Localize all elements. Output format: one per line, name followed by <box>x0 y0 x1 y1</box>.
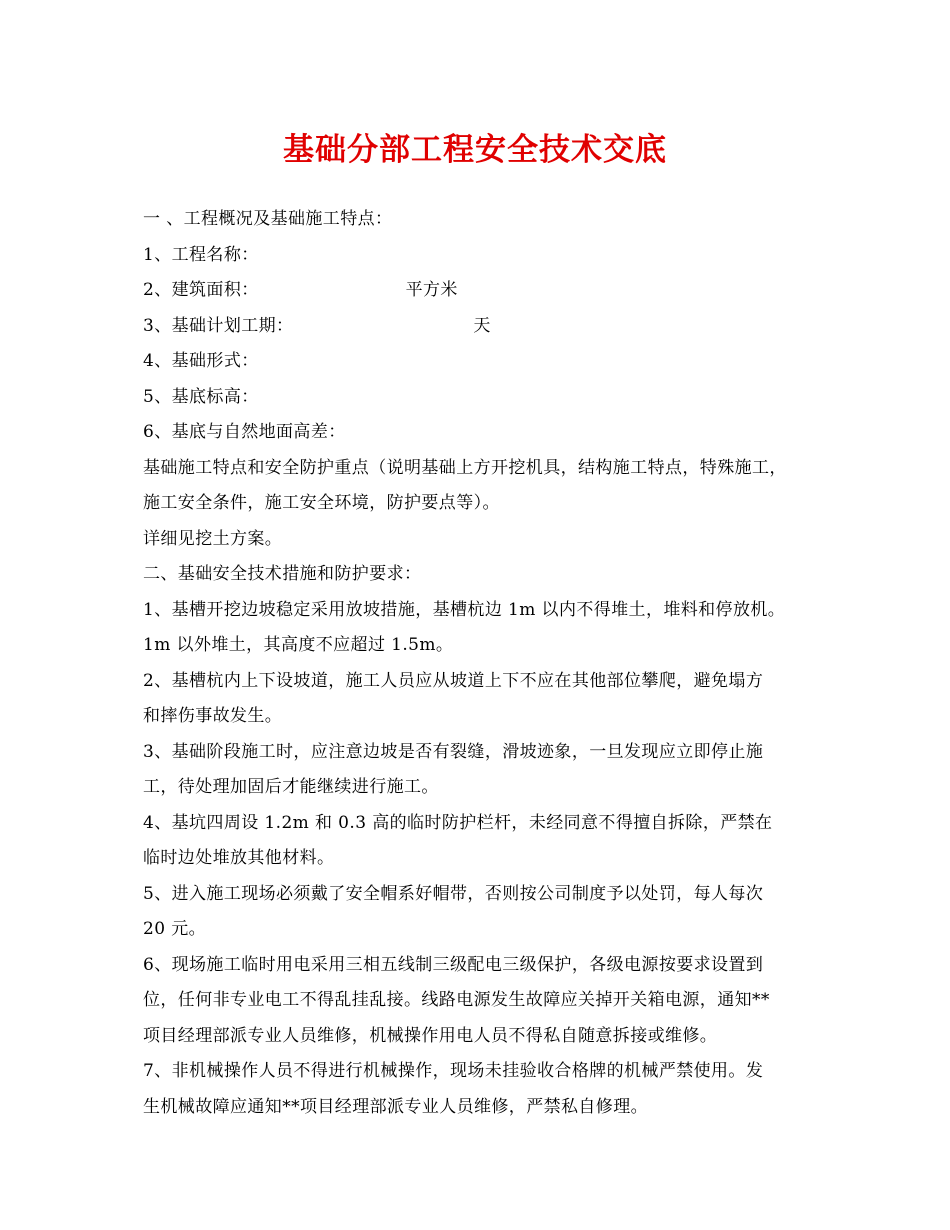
field-planned-period-label: 3、基础计划工期： <box>143 315 294 336</box>
field-base-elevation: 5、基底标高： <box>143 386 259 407</box>
document-body <box>143 202 833 1125</box>
rule-line: 临时边处堆放其他材料。 <box>143 848 335 868</box>
document-title: 基础分部工程安全技术交底 <box>283 132 667 168</box>
field-building-area-label: 2、建筑面积： <box>143 280 259 300</box>
rule-line: 生机械故障应通知**项目经理部派专业人员维修，严禁私自修理。 <box>143 1096 648 1117</box>
rule-line: 位，任何非专业电工不得乱挂乱接。线路电源发生故障应关掉开关箱电源，通知** <box>143 990 770 1010</box>
rule-line: 3、基础阶段施工时，应注意边坡是否有裂缝，滑坡迹象，一旦发现应立即停止施 <box>143 741 764 762</box>
section-heading-measures: 二、基础安全技术措施和防护要求： <box>143 564 422 584</box>
rule-line: 1m 以外堆土，其高度不应超过 1.5m。 <box>143 635 454 655</box>
paragraph-line: 详细见挖土方案。 <box>143 528 283 549</box>
rule-line: 20 元。 <box>143 919 207 939</box>
rule-line: 6、现场施工临时用电采用三相五线制三级配电三级保护，各级电源按要求设置到 <box>143 954 764 975</box>
field-building-area <box>143 273 833 309</box>
rule-line: 工，待处理加固后才能继续进行施工。 <box>143 777 439 797</box>
rule-line: 4、基坑四周设 1.2m 和 0.3 高的临时防护栏杆，未经同意不得擅自拆除，严禁在 <box>143 812 773 833</box>
field-project-name: 1、工程名称： <box>143 244 259 265</box>
rule-line: 1、基槽开挖边坡稳定采用放坡措施，基槽杭边 1m 以内不得堆土，堆料和停放机。 <box>143 599 786 620</box>
rule-line: 5、进入施工现场必须戴了安全帽系好帽带，否则按公司制度予以处罚，每人每次 <box>143 883 764 904</box>
section-heading-overview: 一 、工程概况及基础施工特点： <box>143 209 393 229</box>
field-building-area-unit: 平方米 <box>405 280 458 300</box>
field-foundation-form: 4、基础形式： <box>143 351 259 371</box>
paragraph-line: 施工安全条件，施工安全环境，防护要点等）。 <box>143 493 500 513</box>
rule-line: 和摔伤事故发生。 <box>143 706 283 726</box>
rule-line: 7、非机械操作人员不得进行机械操作，现场未挂验收合格牌的机械严禁使用。发 <box>143 1061 764 1081</box>
field-planned-period-unit: 天 <box>473 315 491 336</box>
rule-line: 项目经理部派专业人员维修，机械操作用电人员不得私自随意拆接或维修。 <box>143 1025 718 1046</box>
paragraph-line: 基础施工特点和安全防护重点（说明基础上方开挖机具，结构施工特点，特殊施工， <box>143 457 787 478</box>
rule-line: 2、基槽杭内上下设坡道，施工人员应从坡道上下不应在其他部位攀爬，避免塌方 <box>143 670 764 691</box>
field-planned-period <box>143 309 833 345</box>
field-height-difference: 6、基底与自然地面高差： <box>143 422 346 442</box>
